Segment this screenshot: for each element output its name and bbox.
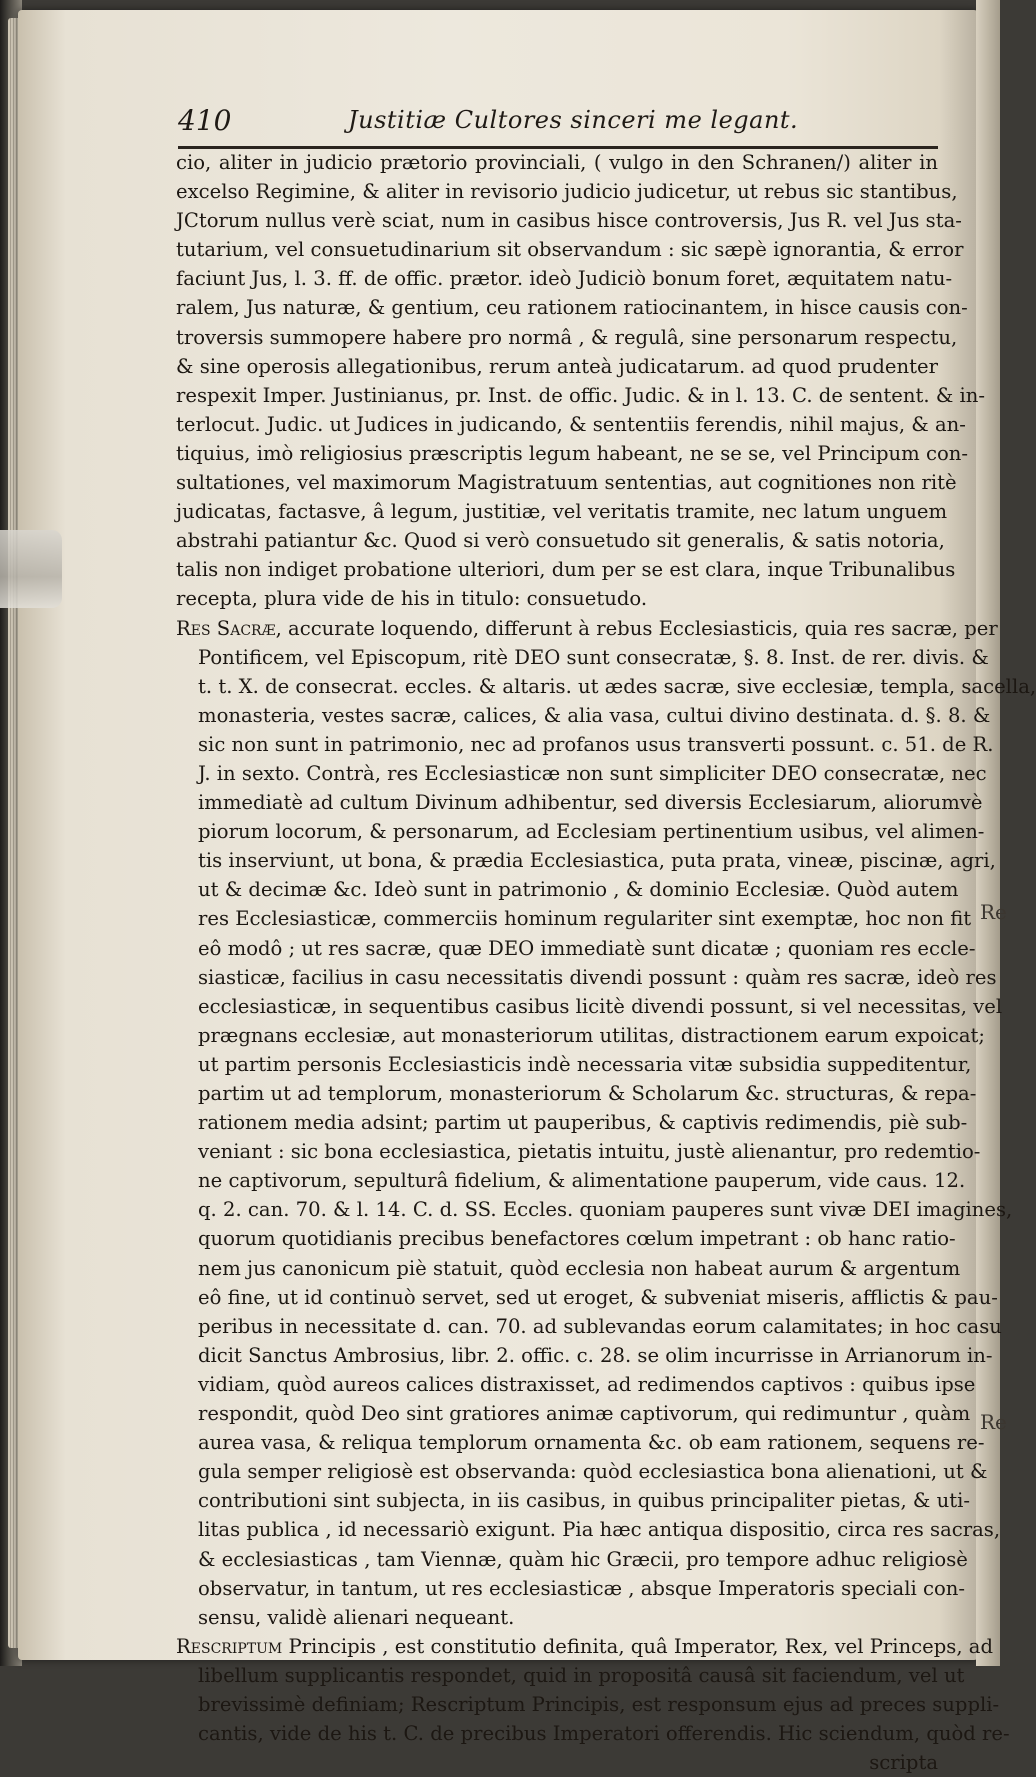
line-text: ut & decimæ &c. Ideò sunt in patrimonio , & dominio Ecclesiæ. Quòd autem (198, 878, 959, 902)
text-line (176, 1254, 961, 1283)
line-text: brevissimè definiam; Rescriptum Principis, est responsum ejus ad preces suppli- (198, 1692, 1000, 1716)
line-text: monasteria, vestes sacræ, calices, & alia vasa, cultui divino destinata. d. §. 8. & (198, 703, 991, 727)
text-line (176, 1108, 968, 1137)
text-line (176, 730, 994, 759)
text-line (176, 759, 987, 788)
line-text: dicit Sanctus Ambrosius, libr. 2. offic. c. 28. se olim incurrisse in Arrianorum in- (198, 1343, 993, 1367)
line-text: recepta, plura vide de his in titulo: consuetudo. (176, 587, 648, 611)
line-text: sic non sunt in patrimonio, nec ad profanos usus transverti possunt. c. 51. de R. (198, 732, 994, 756)
text-line (176, 672, 1036, 701)
text-line (176, 1166, 966, 1195)
line-text: JCtorum nullus verè sciat, num in casibus hisce controversis, Jus R. vel Jus sta- (176, 209, 962, 233)
text-line (176, 1137, 981, 1166)
text-line (176, 1399, 971, 1428)
text-line (176, 439, 968, 468)
line-text: scripta (869, 1751, 938, 1775)
line-text: res Ecclesiasticæ, commerciis hominum regulariter sint exemptæ, hoc non fit (198, 907, 972, 931)
line-text: eô modô ; ut res sacræ, quæ DEO immediatè sunt dicatæ ; quoniam res eccle- (198, 936, 976, 960)
text-line (176, 875, 959, 904)
line-text: ne captivorum, sepulturâ fidelium, & alimentatione pauperum, vide caus. 12. (198, 1169, 966, 1193)
line-text: ut partim personis Ecclesiasticis indè necessaria vitæ subsidia suppeditentur, (198, 1052, 972, 1076)
line-text: judicatas, factasve, â legum, justitiæ, vel veritatis tramite, nec latum unguem (176, 500, 948, 524)
text-line (176, 1457, 988, 1486)
text-line (176, 1312, 1002, 1341)
text-line (176, 555, 956, 584)
line-text: terlocut. Judic. ut Judices in judicando, & sententiis ferendis, nihil majus, & an- (176, 412, 966, 436)
margin-fragment: Re (980, 900, 1007, 924)
line-text: t. t. X. de consecrat. eccles. & altaris. ut ædes sacræ, sive ecclesiæ, templa, sacella, (198, 674, 1036, 698)
line-text: faciunt Jus, l. 3. ff. de offic. prætor. ideò Judiciò bonum foret, æquitatem natu- (176, 267, 953, 291)
line-text: piorum locorum, & personarum, ad Ecclesiam pertinentium usibus, vel alimen- (198, 820, 985, 844)
text-line (176, 1603, 938, 1632)
text-line (176, 1195, 1013, 1224)
line-text: cantis, vide de his t. C. de precibus Imperatori offerendis. Hic sciendum, quòd re- (198, 1722, 1010, 1746)
text-line (176, 526, 945, 555)
line-text: ralem, Jus naturæ, & gentium, ceu rationem ratiocinantem, in hisce causis con- (176, 296, 968, 320)
line-text: quorum quotidianis precibus benefactores cœlum impetrant : ob hanc ratio- (198, 1227, 956, 1251)
text-line (176, 643, 989, 672)
text-line (176, 992, 1003, 1021)
line-text: eô fine, ut id continuò servet, sed ut eroget, & subveniat miseris, afflictis & pau- (198, 1285, 998, 1309)
line-text: troversis summopere habere pro normâ , & regulâ, sine personarum respectu, (176, 325, 958, 349)
text-line (176, 963, 997, 992)
line-text: nem jus canonicum piè statuit, quòd ecclesia non habeat aurum & argentum (198, 1256, 961, 1280)
lemma: Res Sacræ (176, 616, 276, 640)
text-line (176, 206, 962, 235)
line-text: respondit, quòd Deo sint gratiores animæ captivorum, qui redimuntur , quàm (198, 1402, 971, 1426)
line-text: & sine operosis allegationibus, rerum anteà judicatarum. ad quod prudenter (176, 354, 938, 378)
text-line (176, 235, 964, 264)
page-number: 410 (178, 104, 232, 137)
line-text: observatur, in tantum, ut res ecclesiasticæ , absque Imperatoris speciali con- (198, 1576, 965, 1600)
margin-fragment: Re (980, 1410, 1007, 1434)
line-text: veniant : sic bona ecclesiastica, pietatis intuitu, justè alienantur, pro redemtio- (198, 1140, 981, 1164)
line-text: & ecclesiasticas , tam Viennæ, quàm hic Græcii, pro tempore adhuc religiosè (198, 1547, 968, 1571)
text-line (176, 788, 983, 817)
line-text: Principis , est constitutio definita, quâ Imperator, Rex, vel Princeps, ad (282, 1634, 994, 1658)
text-line (176, 817, 985, 846)
text-line (176, 293, 968, 322)
text-line (176, 1283, 998, 1312)
line-text: siasticæ, facilius in casu necessitatis divendi possunt : quàm res sacræ, ideò res (198, 965, 997, 989)
running-head: Justitiæ Cultores sinceri me legant. (348, 106, 799, 134)
text-line (176, 1341, 993, 1370)
text-line (176, 1486, 970, 1515)
line-text: tis inserviunt, ut bona, & prædia Ecclesiastica, puta prata, vineæ, piscinæ, agri, (198, 849, 996, 873)
line-text: vidiam, quòd aureos calices distraxisset, ad redimendos captivos : quibus ipse (198, 1372, 976, 1396)
text-line (176, 1719, 1010, 1748)
text-line (176, 468, 957, 497)
line-text: sensu, validè alienari nequeant. (198, 1605, 515, 1629)
body-text (176, 148, 1036, 1777)
line-text: Pontificem, vel Episcopum, ritè DEO sunt consecratæ, §. 8. Inst. de rer. divis. & (198, 645, 989, 669)
line-text: , accurate loquendo, differunt à rebus Ecclesiasticis, quia res sacræ, per (275, 616, 998, 640)
text-line (176, 1050, 972, 1079)
line-text: tutarium, vel consuetudinarium sit observandum : sic sæpè ignorantia, & error (176, 238, 964, 262)
text-line (176, 148, 938, 177)
line-text: J. in sexto. Contrà, res Ecclesiasticæ non sunt simpliciter DEO consecratæ, nec (198, 761, 987, 785)
text-line (176, 177, 958, 206)
text-line (176, 381, 986, 410)
text-line (176, 904, 972, 933)
line-text: libellum supplicantis respondet, quid in propositâ causâ sit faciendum, vel ut (198, 1663, 965, 1687)
text-line (176, 584, 938, 613)
line-text: sultationes, vel maximorum Magistratuum sententias, aut cognitiones non ritè (176, 471, 957, 495)
text-line (176, 846, 996, 875)
line-text: ecclesiasticæ, in sequentibus casibus licitè divendi possunt, si vel necessitas, vel (198, 994, 1003, 1018)
text-line (176, 1224, 956, 1253)
text-line (176, 497, 948, 526)
text-line (176, 1748, 938, 1777)
line-text: immediatè ad cultum Divinum adhibentur, sed diversis Ecclesiarum, aliorumvè (198, 791, 983, 815)
line-text: peribus in necessitate d. can. 70. ad sublevandas eorum calamitates; in hoc casu (198, 1314, 1002, 1338)
text-line (176, 1545, 968, 1574)
text-line (176, 1632, 994, 1661)
text-line (176, 934, 976, 963)
line-text: cio, aliter in judicio prætorio provinciali, ( vulgo in den Schranen/) aliter in (176, 151, 938, 174)
line-text: partim ut ad templorum, monasteriorum & Scholarum &c. structuras, & repa- (198, 1082, 977, 1105)
text-line (176, 1079, 977, 1108)
line-text: litas publica , id necessariò exigunt. Pia hæc antiqua dispositio, circa res sacras, (198, 1518, 1001, 1542)
text-line (176, 410, 966, 439)
text-line (176, 1428, 985, 1457)
page-header (178, 104, 918, 144)
text-line (176, 1661, 965, 1690)
lemma: Rescriptum (176, 1634, 283, 1658)
text-line (176, 264, 953, 293)
line-text: aurea vasa, & reliqua templorum ornamenta &c. ob eam rationem, sequens re- (198, 1431, 985, 1455)
page-clip (0, 530, 62, 608)
line-text: talis non indiget probatione ulteriori, dum per se est clara, inque Tribunalibus (176, 558, 956, 582)
text-line (176, 352, 938, 381)
line-text: gula semper religiosè est observanda: quòd ecclesiastica bona alienationi, ut & (198, 1460, 988, 1484)
text-line (176, 614, 998, 643)
line-text: q. 2. can. 70. & l. 14. C. d. SS. Eccles. quoniam pauperes sunt vivæ DEI imagines, (198, 1198, 1013, 1222)
line-text: excelso Regimine, & aliter in revisorio judicio judicetur, ut rebus sic stantibus, (176, 180, 958, 204)
text-line (176, 701, 991, 730)
line-text: prægnans ecclesiæ, aut monasteriorum utilitas, distractionem earum expoicat; (198, 1023, 986, 1047)
text-line (176, 1370, 976, 1399)
text-line (176, 1515, 1001, 1544)
line-text: abstrahi patiantur &c. Quod si verò consuetudo sit generalis, & satis notoria, (176, 529, 945, 553)
line-text: tiquius, imò religiosius præscriptis legum habeant, ne se se, vel Principum con- (176, 441, 968, 465)
line-text: rationem media adsint; partim ut pauperibus, & captivis redimendis, piè sub- (198, 1111, 968, 1135)
line-text: respexit Imper. Justinianus, pr. Inst. de offic. Judic. & in l. 13. C. de sentent. & in- (176, 383, 986, 407)
text-line (176, 1021, 986, 1050)
line-text: contributioni sint subjecta, in iis casibus, in quibus principaliter pietas, & uti- (198, 1489, 970, 1513)
text-line (176, 1574, 965, 1603)
text-line (176, 323, 958, 352)
text-line (176, 1690, 1000, 1719)
